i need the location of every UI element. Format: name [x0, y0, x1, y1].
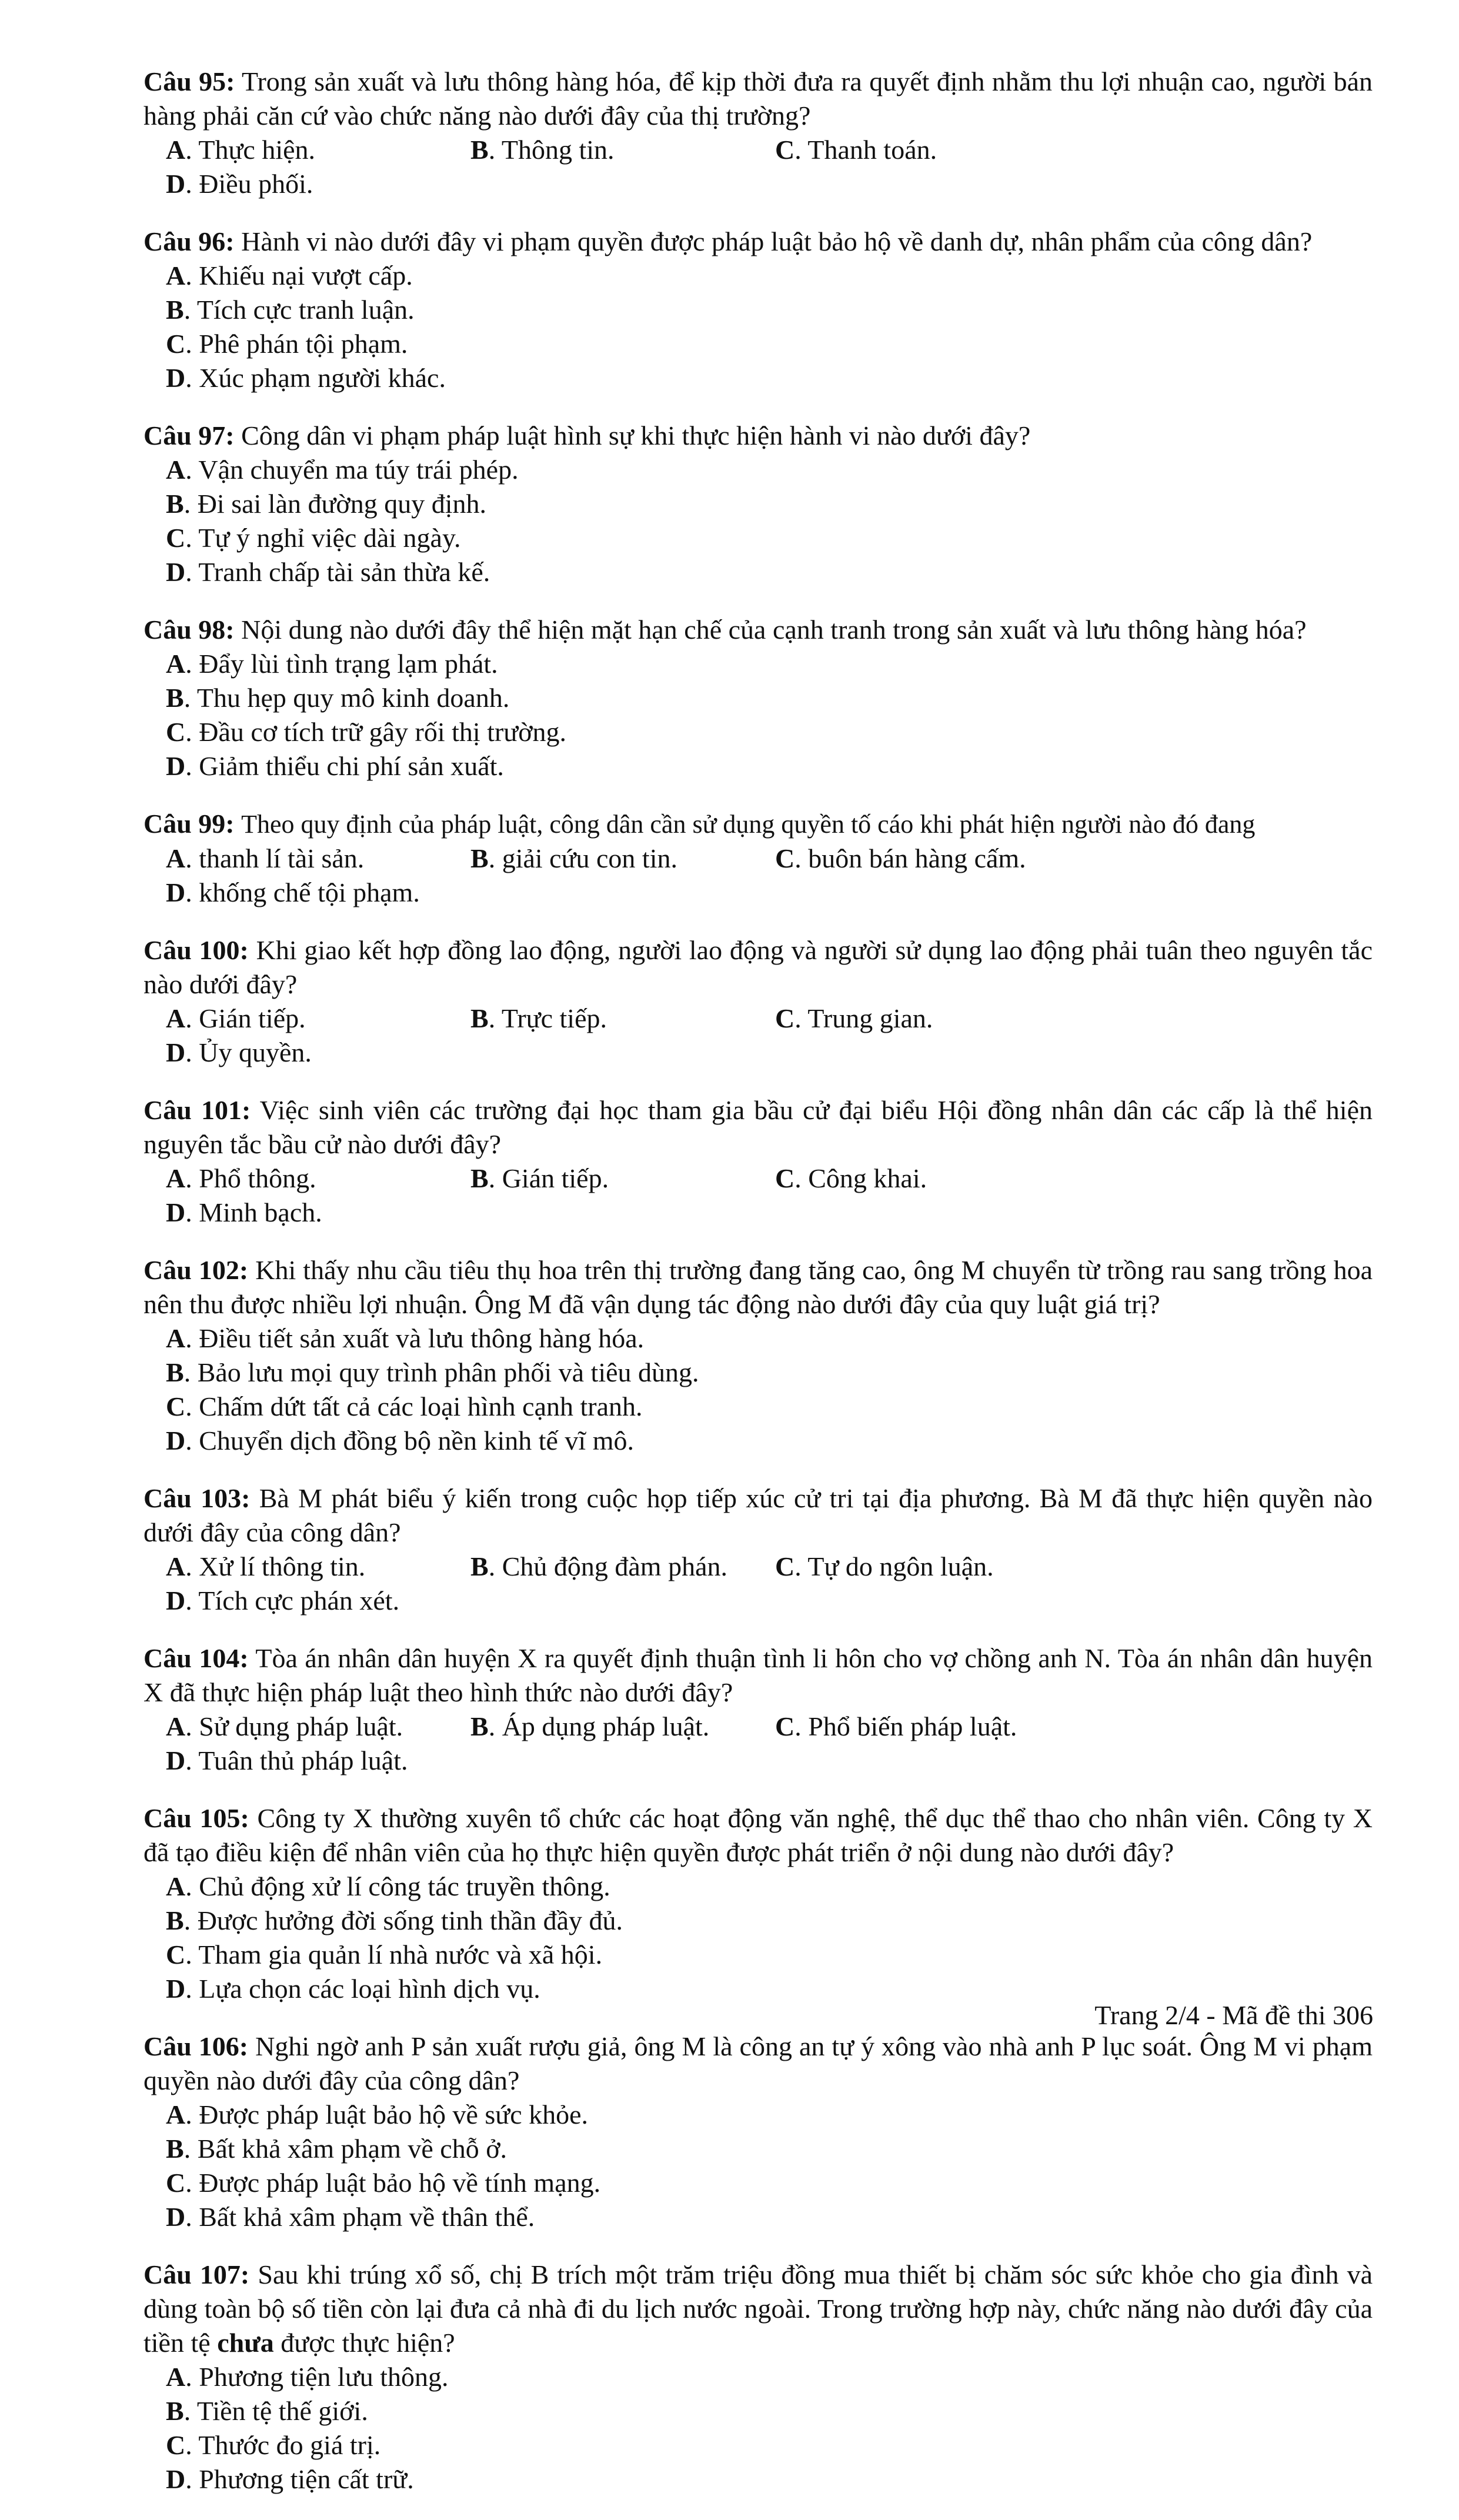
question-107 — [143, 2258, 1373, 2496]
option-text: . Thanh toán. — [794, 135, 937, 165]
option-text: . Được hưởng đời sống tinh thần đầy đủ. — [183, 1905, 623, 1935]
option-c[interactable] — [775, 133, 1080, 167]
option-letter: C — [775, 1551, 795, 1581]
question-96 — [143, 225, 1373, 395]
option-letter: B — [470, 1163, 489, 1193]
option-text: . Đầu cơ tích trữ gây rối thị trường. — [185, 717, 567, 747]
answer-options — [143, 1002, 1373, 1070]
question-99 — [143, 807, 1373, 910]
option-text: . Giảm thiểu chi phí sản xuất. — [185, 751, 504, 781]
option-letter: C — [775, 135, 795, 165]
option-text: . Điều tiết sản xuất và lưu thông hàng hóa. — [185, 1323, 645, 1353]
option-letter: C — [775, 1711, 795, 1741]
option-d[interactable] — [166, 1972, 775, 2006]
question-stem — [143, 1253, 1373, 1321]
option-text: . Xúc phạm người khác. — [185, 363, 446, 393]
option-letter: A — [166, 1711, 186, 1741]
answer-options — [143, 259, 1373, 395]
option-letter: A — [166, 1323, 186, 1353]
option-text: . Tuân thủ pháp luật. — [185, 1745, 408, 1775]
option-text: . Phổ thông. — [185, 1163, 316, 1193]
option-letter: A — [166, 261, 186, 291]
option-text: . Tiền tệ thế giới. — [183, 2396, 368, 2426]
question-text: Sau khi trúng xổ số, chị B trích một trăm triệu đồng mua thiết bị chăm sóc sức khỏe cho gia đình và dùng toàn bộ số tiền còn lại đưa cả nhà đi du lịch nước ngoài. Trong trường hợp này, chức năng nào dưới đây của tiền tệ — [143, 2259, 1373, 2358]
answer-options — [143, 2098, 1373, 2234]
option-letter: C — [166, 1940, 186, 1970]
option-text: . Điều phối. — [185, 169, 313, 199]
option-text: . Ủy quyền. — [185, 1037, 312, 1067]
option-letter: B — [166, 683, 184, 713]
option-text: . Phương tiện cất trữ. — [185, 2464, 414, 2494]
option-letter: D — [166, 363, 186, 393]
option-c[interactable] — [775, 1710, 1080, 1744]
question-stem — [143, 2258, 1373, 2360]
question-text: Nội dung nào dưới đây thể hiện mặt hạn chế của cạnh tranh trong sản xuất và lưu thông hàng hóa? — [241, 615, 1307, 645]
option-c[interactable] — [166, 521, 775, 555]
option-letter: A — [166, 2100, 186, 2130]
option-text: . Thực hiện. — [185, 135, 316, 165]
option-b[interactable] — [166, 1904, 775, 1938]
question-number: Câu 101: — [143, 1095, 251, 1125]
option-text: . Tự ý nghỉ việc dài ngày. — [185, 523, 461, 553]
option-letter: A — [166, 1551, 186, 1581]
option-text: . Trung gian. — [794, 1003, 933, 1033]
option-b[interactable] — [166, 487, 775, 521]
option-b[interactable] — [166, 2394, 775, 2428]
option-text: . Tham gia quản lí nhà nước và xã hội. — [185, 1940, 603, 1970]
option-letter: C — [166, 329, 186, 359]
option-d[interactable] — [166, 1424, 775, 1458]
question-stem — [143, 613, 1373, 647]
option-c[interactable] — [166, 1938, 775, 1972]
option-d[interactable] — [166, 1744, 470, 1778]
option-d[interactable] — [166, 361, 775, 395]
option-text: . Áp dụng pháp luật. — [488, 1711, 710, 1741]
option-text: . Bảo lưu mọi quy trình phân phối và tiêu dùng. — [183, 1357, 699, 1387]
option-letter: D — [166, 1586, 186, 1616]
option-text: . Chủ động xử lí công tác truyền thông. — [185, 1871, 610, 1901]
option-b[interactable] — [470, 842, 775, 876]
answer-options — [143, 1870, 1373, 2006]
option-letter: B — [470, 1003, 489, 1033]
option-letter: A — [166, 2362, 186, 2392]
exam-page — [143, 65, 1373, 2520]
option-a[interactable] — [166, 2098, 775, 2132]
option-letter: D — [166, 557, 186, 587]
question-stem — [143, 1481, 1373, 1550]
option-c[interactable] — [166, 2428, 775, 2462]
option-b[interactable] — [470, 1550, 775, 1584]
option-b[interactable] — [166, 1356, 775, 1390]
option-letter: C — [775, 1163, 795, 1193]
option-letter: C — [166, 523, 186, 553]
option-c[interactable] — [166, 327, 775, 361]
question-text: Tòa án nhân dân huyện X ra quyết định thuận tình li hôn cho vợ chồng anh N. Tòa án nhân dân huyện X đã thực hiện pháp luật theo hình thức nào dưới đây? — [143, 1643, 1373, 1707]
option-b[interactable] — [470, 1161, 775, 1196]
option-letter: D — [166, 1197, 186, 1227]
question-number: Câu 107: — [143, 2259, 250, 2289]
option-text: . Xử lí thông tin. — [185, 1551, 366, 1581]
question-text: Trong sản xuất và lưu thông hàng hóa, để kịp thời đưa ra quyết định nhằm thu lợi nhuận cao, người bán hàng phải căn cứ vào chức năng nào dưới đây của thị trường? — [143, 66, 1373, 131]
option-text: . Bất khả xâm phạm về thân thể. — [185, 2202, 535, 2232]
option-text: . Lựa chọn các loại hình dịch vụ. — [185, 1974, 540, 2004]
option-text: . Thông tin. — [488, 135, 615, 165]
question-102 — [143, 1253, 1373, 1458]
option-d[interactable] — [166, 1036, 470, 1070]
option-text: . Đẩy lùi tình trạng lạm phát. — [185, 649, 498, 679]
option-text: . khống chế tội phạm. — [185, 877, 420, 907]
question-95 — [143, 65, 1373, 201]
option-d[interactable] — [166, 1584, 470, 1618]
option-text: . Tích cực phán xét. — [185, 1586, 400, 1616]
answer-options — [143, 133, 1373, 201]
question-104 — [143, 1641, 1373, 1778]
option-letter: A — [166, 135, 186, 165]
question-stem — [143, 2030, 1373, 2098]
question-101 — [143, 1093, 1373, 1230]
question-number: Câu 105: — [143, 1803, 249, 1833]
option-letter: D — [166, 169, 186, 199]
question-text: Khi giao kết hợp đồng lao động, người lao động và người sử dụng lao động phải tuân theo nguyên tắc nào dưới đây? — [143, 935, 1373, 999]
question-106 — [143, 2030, 1373, 2234]
option-b[interactable] — [166, 2132, 775, 2166]
option-letter: C — [166, 2168, 186, 2198]
question-stem — [143, 933, 1373, 1002]
option-text: . Chuyển dịch đồng bộ nền kinh tế vĩ mô. — [185, 1426, 634, 1456]
question-number: Câu 103: — [143, 1483, 251, 1513]
option-letter: C — [775, 843, 795, 873]
option-c[interactable] — [775, 1002, 1080, 1036]
option-a[interactable] — [166, 1550, 470, 1584]
answer-options — [143, 1550, 1373, 1618]
option-text: . buôn bán hàng cấm. — [794, 843, 1026, 873]
option-text: . thanh lí tài sản. — [185, 843, 365, 873]
option-a[interactable] — [166, 647, 775, 681]
option-letter: B — [470, 1551, 489, 1581]
question-text: Công ty X thường xuyên tổ chức các hoạt động văn nghệ, thể dục thể thao cho nhân viên. Công ty X đã tạo điều kiện để nhân viên của họ thực hiện quyền được phát triển ở nội dung nào dưới đây? — [143, 1803, 1373, 1867]
page-footer: Trang 2/4 - Mã đề thi 306 — [1094, 2000, 1373, 2030]
answer-options — [143, 1710, 1373, 1778]
option-text: . Được pháp luật bảo hộ về tính mạng. — [185, 2168, 601, 2198]
answer-options — [143, 1321, 1373, 1458]
option-letter: A — [166, 1163, 186, 1193]
option-d[interactable] — [166, 2462, 775, 2496]
option-letter: B — [166, 295, 184, 325]
option-text: . Sử dụng pháp luật. — [185, 1711, 403, 1741]
option-c[interactable] — [775, 842, 1080, 876]
option-text: . Công khai. — [794, 1163, 927, 1193]
option-letter: B — [470, 843, 489, 873]
question-stem — [143, 65, 1373, 133]
question-text: Nghi ngờ anh P sản xuất rượu giả, ông M là công an tự ý xông vào nhà anh P lục soát. Ông M vi phạm quyền nào dưới đây của công dân? — [143, 2031, 1373, 2095]
option-d[interactable] — [166, 1196, 470, 1230]
option-text: . Phê phán tội phạm. — [185, 329, 408, 359]
question-text: Khi thấy nhu cầu tiêu thụ hoa trên thị trường đang tăng cao, ông M chuyển từ trồng rau sang trồng hoa nên thu được nhiều lợi nhuận. Ông M đã vận dụng tác động nào dưới đây của quy luật giá trị? — [143, 1255, 1373, 1319]
option-b[interactable] — [470, 1710, 775, 1744]
option-text: . Phương tiện lưu thông. — [185, 2362, 449, 2392]
option-a[interactable] — [166, 259, 775, 293]
option-text: . Tranh chấp tài sản thừa kế. — [185, 557, 490, 587]
option-letter: A — [166, 1003, 186, 1033]
question-number: Câu 102: — [143, 1255, 249, 1285]
option-letter: A — [166, 455, 186, 485]
option-letter: B — [166, 1905, 184, 1935]
option-text: . Chấm dứt tất cả các loại hình cạnh tranh. — [185, 1391, 643, 1421]
option-letter: D — [166, 751, 186, 781]
option-text: . Được pháp luật bảo hộ về sức khỏe. — [185, 2100, 589, 2130]
option-letter: D — [166, 1037, 186, 1067]
question-number: Câu 97: — [143, 420, 235, 450]
option-text: . giải cứu con tin. — [488, 843, 677, 873]
option-a[interactable] — [166, 1161, 470, 1196]
answer-options — [143, 647, 1373, 783]
option-text: . Bất khả xâm phạm về chỗ ở. — [183, 2134, 508, 2164]
option-a[interactable] — [166, 133, 470, 167]
option-text: . Thu hẹp quy mô kinh doanh. — [183, 683, 510, 713]
option-letter: C — [166, 1391, 186, 1421]
option-d[interactable] — [166, 876, 470, 910]
answer-options — [143, 1161, 1373, 1230]
option-text: . Minh bạch. — [185, 1197, 322, 1227]
question-number: Câu 99: — [143, 809, 235, 839]
question-97 — [143, 419, 1373, 589]
option-text: . Vận chuyển ma túy trái phép. — [185, 455, 519, 485]
answer-options — [143, 842, 1373, 910]
option-a[interactable] — [166, 453, 775, 487]
option-d[interactable] — [166, 749, 775, 783]
option-b[interactable] — [166, 293, 775, 327]
option-letter: D — [166, 1426, 186, 1456]
option-letter: C — [775, 1003, 795, 1033]
option-letter: A — [166, 843, 186, 873]
question-text: Theo quy định của pháp luật, công dân cần sử dụng quyền tố cáo khi phát hiện người nào đó đang — [241, 810, 1256, 839]
question-number: Câu 100: — [143, 935, 249, 965]
option-b[interactable] — [470, 1002, 775, 1036]
question-stem — [143, 419, 1373, 453]
question-text: Bà M phát biểu ý kiến trong cuộc họp tiếp xúc cử tri tại địa phương. Bà M đã thực hiện quyền nào dưới đây của công dân? — [143, 1483, 1373, 1547]
option-text: . Khiếu nại vượt cấp. — [185, 261, 413, 291]
option-letter: B — [166, 2134, 184, 2164]
question-stem — [143, 807, 1373, 842]
question-text: Việc sinh viên các trường đại học tham gia bầu cử đại biểu Hội đồng nhân dân các cấp là thể hiện nguyên tắc bầu cử nào dưới đây? — [143, 1095, 1373, 1159]
option-letter: B — [470, 135, 489, 165]
option-text: . Trực tiếp. — [488, 1003, 607, 1033]
option-b[interactable] — [166, 681, 775, 715]
option-a[interactable] — [166, 1321, 775, 1356]
option-a[interactable] — [166, 2360, 775, 2394]
option-c[interactable] — [775, 1161, 1080, 1196]
option-a[interactable] — [166, 842, 470, 876]
question-number: Câu 104: — [143, 1643, 249, 1673]
option-letter: B — [166, 1357, 184, 1387]
option-text: . Thước đo giá trị. — [185, 2430, 381, 2460]
question-number: Câu 95: — [143, 66, 235, 96]
option-letter: D — [166, 1745, 186, 1775]
question-text: Hành vi nào dưới đây vi phạm quyền được pháp luật bảo hộ về danh dự, nhân phẩm của công dân? — [241, 226, 1313, 256]
option-d[interactable] — [166, 2200, 775, 2234]
question-105 — [143, 1801, 1373, 2006]
question-100 — [143, 933, 1373, 1070]
option-a[interactable] — [166, 1870, 775, 1904]
option-letter: A — [166, 1871, 186, 1901]
question-text-emphasis: chưa — [217, 2328, 274, 2358]
answer-options — [143, 2360, 1373, 2496]
option-text: . Tích cực tranh luận. — [183, 295, 415, 325]
question-number: Câu 106: — [143, 2031, 249, 2061]
option-text: . Gián tiếp. — [488, 1163, 609, 1193]
option-c[interactable] — [166, 715, 775, 749]
option-letter: D — [166, 877, 186, 907]
question-98 — [143, 613, 1373, 783]
option-letter: C — [166, 717, 186, 747]
question-text-end: được thực hiện? — [273, 2328, 455, 2358]
option-letter: A — [166, 649, 186, 679]
question-number: Câu 96: — [143, 226, 235, 256]
option-a[interactable] — [166, 1710, 470, 1744]
option-letter: C — [166, 2430, 186, 2460]
option-b[interactable] — [470, 133, 775, 167]
option-c[interactable] — [166, 1390, 775, 1424]
option-d[interactable] — [166, 555, 775, 589]
option-d[interactable] — [166, 167, 470, 201]
option-letter: B — [166, 2396, 184, 2426]
option-text: . Phổ biến pháp luật. — [794, 1711, 1017, 1741]
option-text: . Đi sai làn đường quy định. — [183, 489, 487, 519]
option-letter: B — [166, 489, 184, 519]
question-stem — [143, 1093, 1373, 1161]
question-text: Công dân vi phạm pháp luật hình sự khi thực hiện hành vi nào dưới đây? — [241, 420, 1031, 450]
question-stem — [143, 1641, 1373, 1710]
option-text: . Tự do ngôn luận. — [794, 1551, 994, 1581]
option-letter: D — [166, 2202, 186, 2232]
option-c[interactable] — [775, 1550, 1080, 1584]
option-text: . Chủ động đàm phán. — [488, 1551, 727, 1581]
answer-options — [143, 453, 1373, 589]
question-stem — [143, 1801, 1373, 1870]
option-letter: D — [166, 1974, 186, 2004]
option-letter: B — [470, 1711, 489, 1741]
option-c[interactable] — [166, 2166, 775, 2200]
question-stem — [143, 225, 1373, 259]
option-a[interactable] — [166, 1002, 470, 1036]
option-letter: D — [166, 2464, 186, 2494]
option-text: . Gián tiếp. — [185, 1003, 306, 1033]
question-number: Câu 98: — [143, 615, 235, 645]
question-103 — [143, 1481, 1373, 1618]
